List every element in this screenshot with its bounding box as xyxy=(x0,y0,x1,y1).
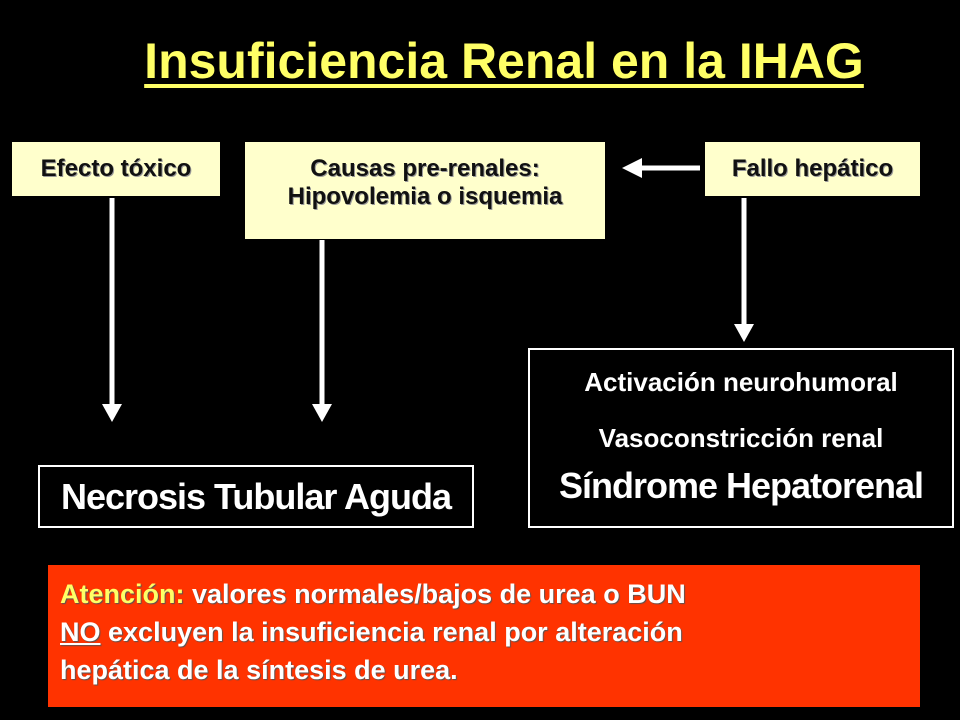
page-title: Insuficiencia Renal en la IHAG xyxy=(144,33,864,89)
node-causas-line2: Hipovolemia o isquemia xyxy=(287,183,563,210)
arrow-causas-to-necrosis xyxy=(312,240,332,422)
node-sindrome-label: Síndrome Hepatorenal xyxy=(558,465,924,506)
node-vasoconstriccion-label: Vasoconstricción renal xyxy=(598,423,884,453)
node-necrosis-label: Necrosis Tubular Aguda xyxy=(60,476,452,517)
arrow-efecto-to-necrosis xyxy=(102,198,122,422)
note-text-2: excluyen la insuficiencia renal por alteración xyxy=(108,617,683,647)
arrow-fallo-to-causas xyxy=(622,158,700,178)
node-fallo-hepatico-label: Fallo hepático xyxy=(731,155,894,182)
node-activacion-label: Activación neurohumoral xyxy=(584,367,898,397)
node-efecto-toxico-label: Efecto tóxico xyxy=(40,155,192,182)
node-causas-line1: Causas pre-renales: xyxy=(310,155,540,182)
note-text-1: valores normales/bajos de urea o BUN xyxy=(192,579,686,609)
arrow-fallo-to-sindrome xyxy=(734,198,754,342)
note-no: NO xyxy=(60,617,101,647)
note-label: Atención: xyxy=(60,579,185,609)
note-text-3: hepática de la síntesis de urea. xyxy=(60,655,458,685)
